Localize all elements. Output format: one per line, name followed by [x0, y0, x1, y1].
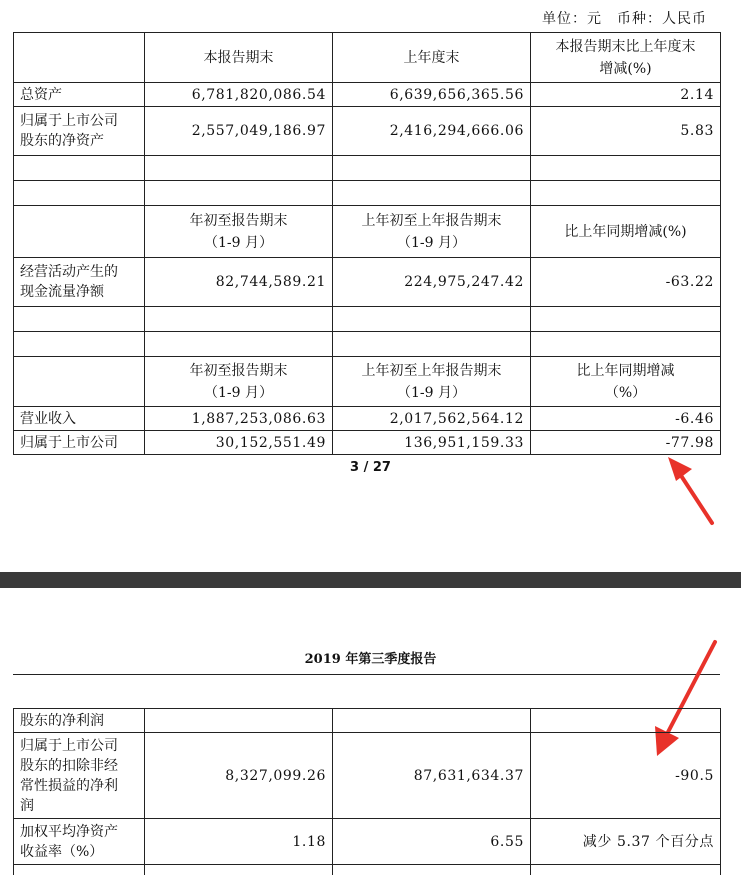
- header-ytd: [145, 206, 333, 258]
- header-prior-ytd: [333, 206, 531, 258]
- table-row: [14, 258, 721, 307]
- unit-currency-note: 单位：元 币种：人民币: [542, 11, 707, 27]
- empty-row: [14, 181, 721, 206]
- value-cell: 136,951,159.33: [333, 431, 531, 455]
- value-cell: 6,639,656,365.56: [333, 83, 531, 107]
- value-cell: [531, 709, 721, 733]
- header-line: （1-9 月）: [397, 384, 466, 401]
- empty-row: [14, 332, 721, 357]
- page-separator: [0, 572, 741, 588]
- value-cell: 2.14: [531, 83, 721, 107]
- row-label-line: 经营活动产生的: [20, 264, 118, 280]
- header-ytd: [145, 357, 333, 407]
- report-running-title: 2019 年第三季度报告: [304, 652, 437, 667]
- value-cell: 2,017,562,564.12: [333, 407, 531, 431]
- header-line: 年初至报告期末: [189, 212, 288, 229]
- value-cell: 1,887,253,086.63: [145, 407, 333, 431]
- table-row: [14, 709, 721, 733]
- table-row: [14, 107, 721, 156]
- row-label-line: 常性损益的净利: [20, 777, 118, 794]
- empty-row: [14, 156, 721, 181]
- value-cell: 2,557,049,186.97: [145, 107, 333, 156]
- value-cell: 87,631,634.37: [333, 733, 531, 819]
- row-label: [14, 258, 145, 307]
- row-label-line: 归属于上市公司: [20, 113, 118, 129]
- row-label: 股东的净利润: [14, 709, 145, 733]
- row-label-line: 现金流量净额: [20, 284, 104, 300]
- header-line: 年初至报告期末: [189, 362, 288, 379]
- table-row: [14, 431, 721, 455]
- row-label-line: 润: [20, 797, 34, 814]
- value-cell: -90.5: [531, 733, 721, 819]
- header-yoy-change: 比上年同期增减(%): [531, 206, 721, 258]
- value-cell: 82,744,589.21: [145, 258, 333, 307]
- row-label-line: 股东的净资产: [20, 133, 104, 149]
- row-label-line: 股东的扣除非经: [20, 757, 118, 774]
- value-cell: 8,327,099.26: [145, 733, 333, 819]
- value-cell: [333, 709, 531, 733]
- header-empty-cell: [14, 33, 145, 83]
- empty-row: [14, 307, 721, 332]
- table-row: [14, 819, 721, 865]
- table-header-row: [14, 33, 721, 83]
- row-label: 归属于上市公司: [14, 431, 145, 455]
- empty-row: [14, 865, 721, 875]
- table-header-row: [14, 206, 721, 258]
- value-cell: 6.55: [333, 819, 531, 865]
- row-label: [14, 819, 145, 865]
- header-line: （%）: [604, 384, 647, 401]
- value-cell: 1.18: [145, 819, 333, 865]
- value-cell: -77.98: [531, 431, 721, 455]
- value-cell: -6.46: [531, 407, 721, 431]
- row-label: 总资产: [14, 83, 145, 107]
- table-row: [14, 733, 721, 819]
- table-header-row: [14, 357, 721, 407]
- value-cell: 30,152,551.49: [145, 431, 333, 455]
- document-page-4: [0, 588, 741, 875]
- row-label-line: 收益率（%）: [20, 843, 104, 860]
- header-change-percent: [531, 33, 721, 83]
- header-line: （1-9 月）: [204, 384, 273, 401]
- title-rule: [13, 674, 720, 675]
- header-line: 上年初至上年报告期末: [361, 212, 502, 229]
- value-cell: 224,975,247.42: [333, 258, 531, 307]
- value-cell: 5.83: [531, 107, 721, 156]
- header-yoy-change: [531, 357, 721, 407]
- header-line: 上年初至上年报告期末: [361, 362, 502, 379]
- page-number: 3 / 27: [350, 460, 391, 475]
- row-label: [14, 733, 145, 819]
- row-label-line: 加权平均净资产: [20, 823, 118, 840]
- row-label: 营业收入: [14, 407, 145, 431]
- header-line: （1-9 月）: [204, 234, 273, 251]
- key-financial-data-table: [13, 32, 721, 455]
- header-prior-year-end: 上年度末: [333, 33, 531, 83]
- header-prior-ytd: [333, 357, 531, 407]
- value-cell: 6,781,820,086.54: [145, 83, 333, 107]
- value-cell: 2,416,294,666.06: [333, 107, 531, 156]
- header-empty-cell: [14, 206, 145, 258]
- header-line: （1-9 月）: [397, 234, 466, 251]
- row-label: [14, 107, 145, 156]
- value-cell: -63.22: [531, 258, 721, 307]
- header-change-line1: 本报告期末比上年度末: [555, 38, 696, 55]
- value-cell: 减少 5.37 个百分点: [531, 819, 721, 865]
- header-current-period-end: 本报告期末: [145, 33, 333, 83]
- table-row: [14, 83, 721, 107]
- key-financial-data-table-continued: [13, 708, 721, 875]
- header-change-line2: 增减(%): [599, 60, 652, 77]
- header-empty-cell: [14, 357, 145, 407]
- header-line: 比上年同期增减: [576, 362, 675, 379]
- value-cell: [145, 709, 333, 733]
- table-row: [14, 407, 721, 431]
- row-label-line: 归属于上市公司: [20, 737, 118, 754]
